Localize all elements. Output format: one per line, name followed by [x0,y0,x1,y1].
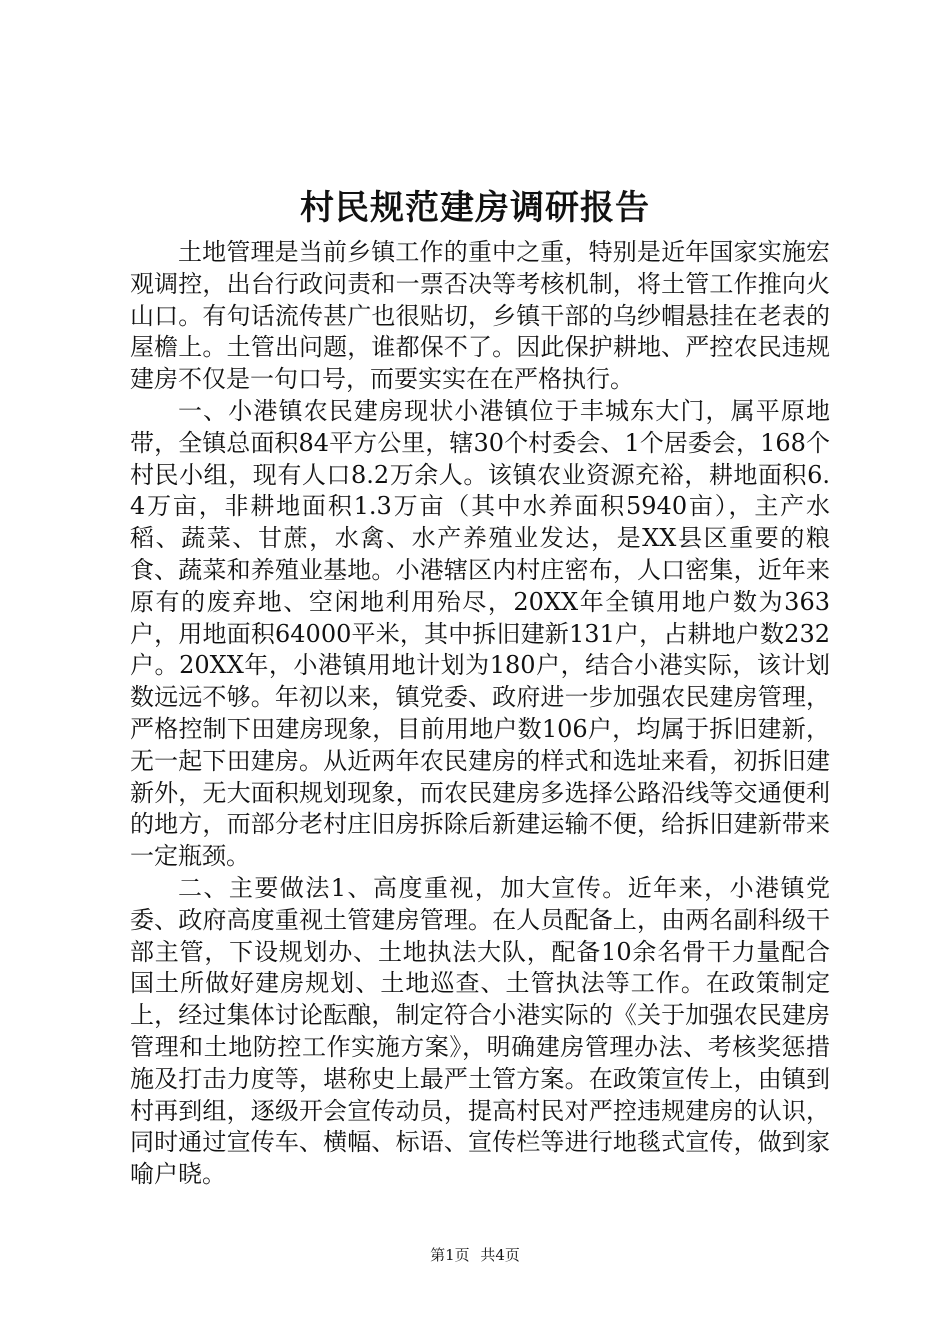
paragraph-intro: 土地管理是当前乡镇工作的重中之重，特别是近年国家实施宏观调控，出台行政问责和一票否决等考核机制，将土管工作推向火山口。有句话流传甚广也很贴切，乡镇干部的乌纱帽悬挂在老表的屋檐上。土管出问题，谁都保不了。因此保护耕地、严控农民违规建房不仅是一句口号，而要实实在在严格执行。 [130,238,830,394]
page-number: 第1页 [430,1246,470,1264]
document-title: 村民规范建房调研报告 [300,188,650,228]
paragraph-section-two: 二、主要做法1、高度重视，加大宣传。近年来，小港镇党委、政府高度重视土管建房管理。在人员配备上，由两名副科级干部主管，下设规划办、土地执法大队，配备10余名骨干力量配合国土所做好建房规划、土地巡查、土管执法等工作。在政策制定上，经过集体讨论酝酿，制定符合小港实际的《关于加强农民建房管理和土地防控工作实施方案》，明确建房管理办法、考核奖惩措施及打击力度等，堪称史上最严土管方案。在政策宣传上，由镇到村再到组，逐级开会宣传动员，提高村民对严控违规建房的认识，同时通过宣传车、横幅、标语、宣传栏等进行地毯式宣传，做到家喻户晓。 [130,873,830,1189]
paragraph-section-one: 一、小港镇农民建房现状小港镇位于丰城东大门，属平原地带，全镇总面积84平方公里，辖30个村委会、1个居委会，168个村民小组，现有人口8.2万余人。该镇农业资源充裕，耕地面积6.4万亩，非耕地面积1.3万亩（其中水养面积5940亩），主产水稻、蔬菜、甘蔗，水禽、水产养殖业发达，是XX县区重要的粮食、蔬菜和养殖业基地。小港辖区内村庄密布，人口密集，近年来原有的废弃地、空闲地利用殆尽，20XX年全镇用地户数为363户，用地面积64000平米，其中拆旧建新131户，占耕地户数232户。20XX年，小港镇用地计划为180户，结合小港实际，该计划数远远不够。年初以来，镇党委、政府进一步加强农民建房管理，严格控制下田建房现象，目前用地户数106户，均属于拆旧建新，无一起下田建房。从近两年农民建房的样式和选址来看，初拆旧建新外，无大面积规划现象，而农民建房多选择公路沿线等交通便利的地方，而部分老村庄旧房拆除后新建运输不便，给拆旧建新带来一定瓶颈。 [130,396,830,871]
page-footer [0,1245,950,1265]
page-total: 共4页 [480,1246,520,1264]
document-body [130,237,830,1191]
